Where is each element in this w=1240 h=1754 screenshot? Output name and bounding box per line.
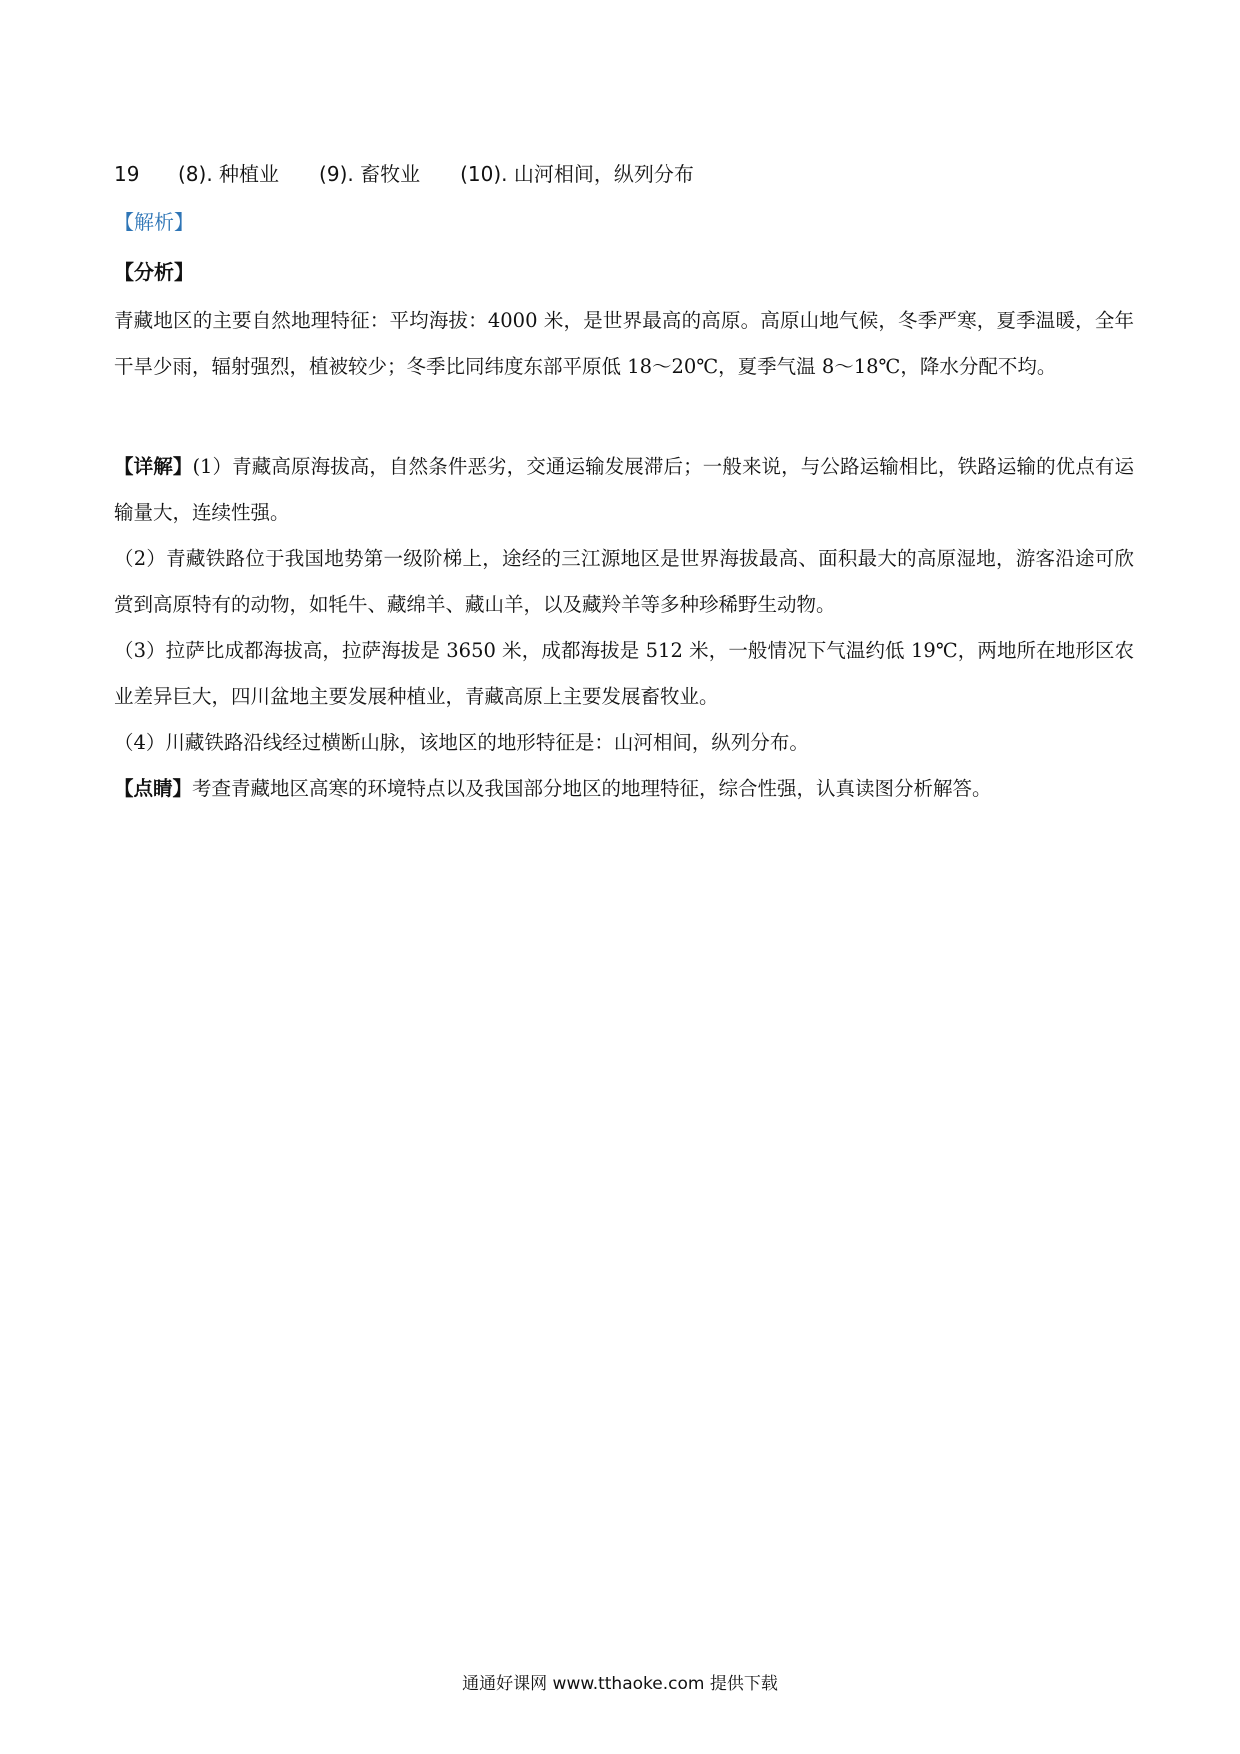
answer-10: (10). 山河相间，纵列分布	[460, 162, 694, 186]
detail-text-1: (1）青藏高原海拔高，自然条件恶劣，交通运输发展滞后；一般来说，与公路运输相比，铁路运输的优点有运输量大，连续性强。	[114, 455, 1134, 524]
dianjing-paragraph	[114, 766, 1134, 812]
answer-line	[114, 160, 734, 188]
jiexi-heading: 【解析】	[114, 210, 194, 234]
detail-paragraph-4: （4）川藏铁路沿线经过横断山脉，该地区的地形特征是：山河相间，纵列分布。	[114, 731, 809, 754]
fenxi-heading: 【分析】	[114, 260, 194, 284]
detail-paragraph-3: （3）拉萨比成都海拔高，拉萨海拔是 3650 米，成都海拔是 512 米，一般情况下气温约低 19℃，两地所在地形区农业差异巨大，四川盆地主要发展种植业，青藏高原上主要发展畜牧业。	[114, 639, 1134, 708]
xiangjie-heading: 【详解】	[114, 455, 193, 478]
analysis-text: 青藏地区的主要自然地理特征：平均海拔：4000 米，是世界最高的高原。高原山地气候，冬季严寒，夏季温暖，全年干旱少雨，辐射强烈，植被较少；冬季比同纬度东部平原低 18～20℃，夏季气温 8～18℃，降水分配不均。	[114, 309, 1134, 378]
answer-9: (9). 畜牧业	[319, 162, 421, 186]
question-number: 19	[114, 162, 140, 186]
analysis-paragraph	[114, 298, 1134, 390]
detail-paragraph-2: （2）青藏铁路位于我国地势第一级阶梯上，途经的三江源地区是世界海拔最高、面积最大的高原湿地，游客沿途可欣赏到高原特有的动物，如牦牛、藏绵羊、藏山羊，以及藏羚羊等多种珍稀野生动物。	[114, 547, 1134, 616]
answer-8: (8). 种植业	[178, 162, 280, 186]
detail-section	[114, 444, 1134, 812]
page-footer: 通通好课网 www.tthaoke.com 提供下载	[462, 1674, 778, 1694]
detail-paragraph-1	[114, 444, 1134, 536]
dianjing-text: 考查青藏地区高寒的环境特点以及我国部分地区的地理特征，综合性强，认真读图分析解答。	[192, 777, 992, 800]
dianjing-heading: 【点睛】	[114, 777, 193, 800]
